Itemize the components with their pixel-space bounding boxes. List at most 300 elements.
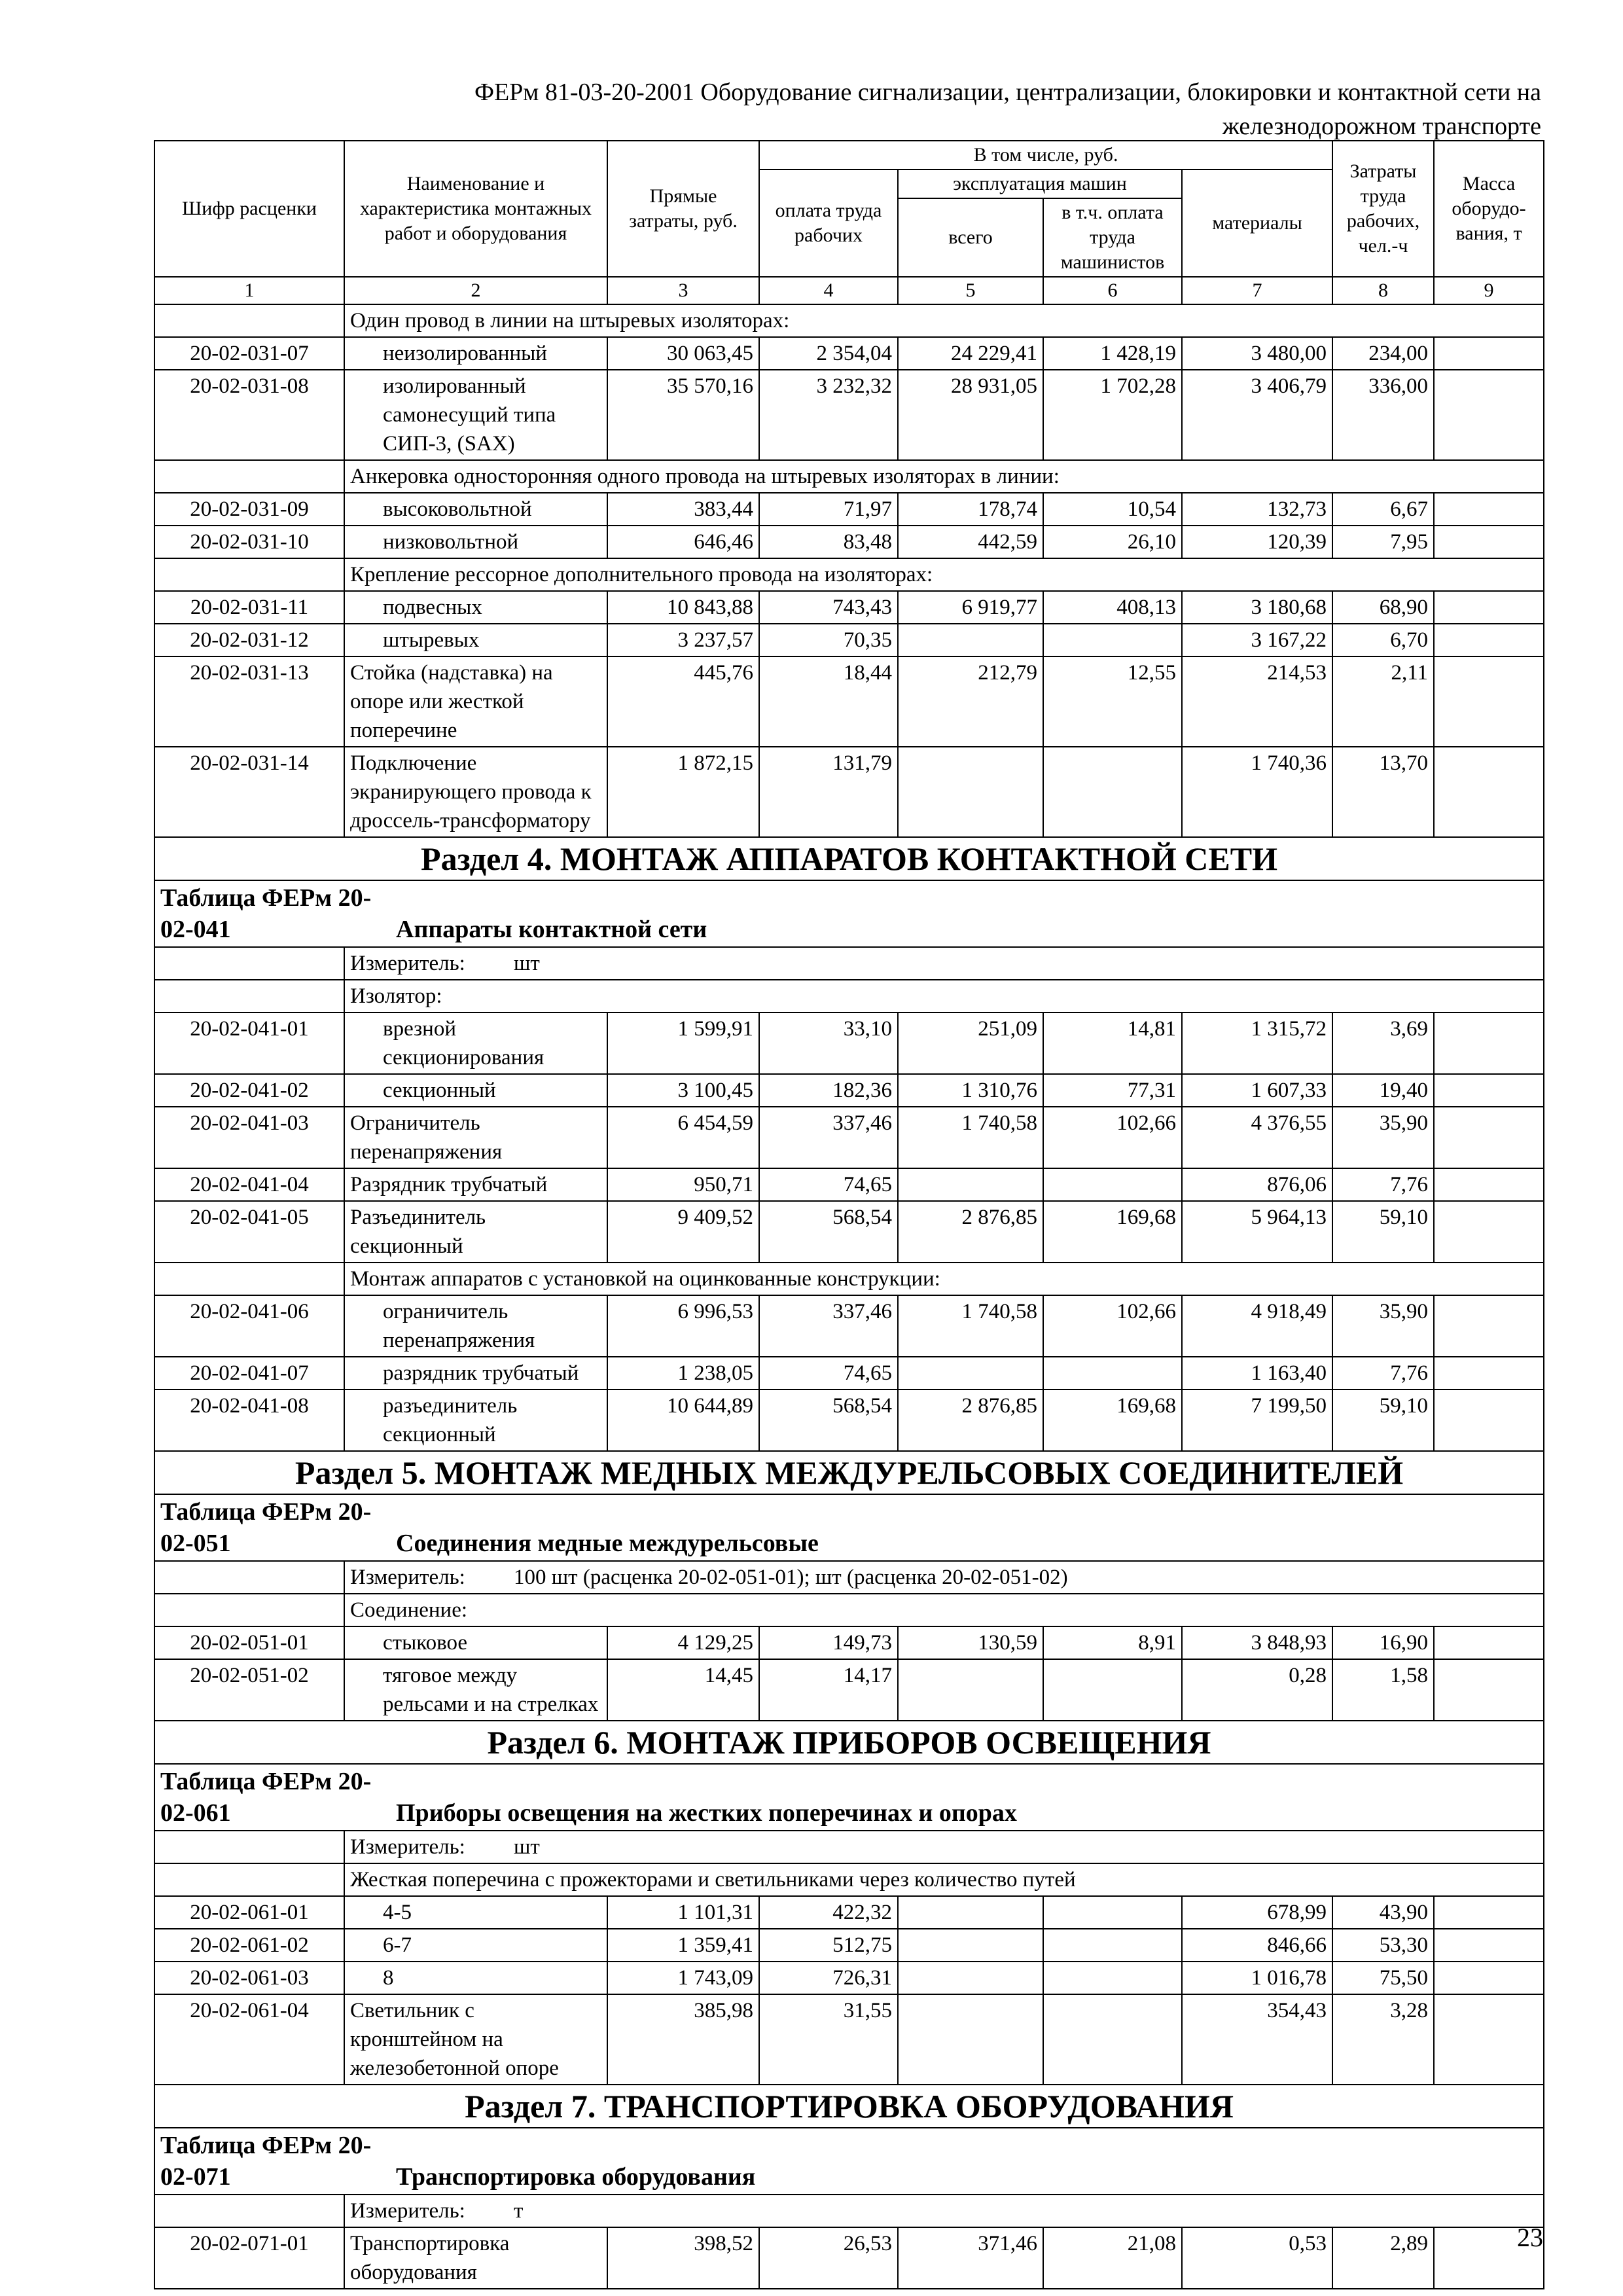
rate-code: 20-02-061-04 xyxy=(154,1994,344,2085)
table-row xyxy=(154,1295,1544,1357)
cost-cell: 336,00 xyxy=(1332,370,1434,460)
table-number: Таблица ФЕРм 20-02-051 xyxy=(160,1498,372,1557)
work-name: неизолированный xyxy=(344,337,607,370)
work-name: Разъединитель секционный xyxy=(344,1201,607,1263)
table-name: Соединения медные междурельсовые xyxy=(396,1530,819,1557)
cost-cell: 0,53 xyxy=(1182,2227,1332,2289)
work-name: Светильник с кронштейном на железобетонной опоре xyxy=(344,1994,607,2085)
group-heading-row xyxy=(154,460,1544,493)
section-heading: Раздел 7. ТРАНСПОРТИРОВКА ОБОРУДОВАНИЯ xyxy=(154,2085,1544,2128)
mass-cell xyxy=(1434,337,1544,370)
mass-cell xyxy=(1434,493,1544,526)
group-heading-row xyxy=(154,1263,1544,1295)
unit-value: т xyxy=(514,2199,524,2223)
table-row xyxy=(154,591,1544,624)
unit-cell xyxy=(344,1561,1544,1594)
section-heading-row xyxy=(154,1451,1544,1494)
cost-cell: 4 129,25 xyxy=(607,1626,759,1659)
col-header-machines-labor: в т.ч. оплата труда машинистов xyxy=(1043,198,1182,277)
cost-cell: 35,90 xyxy=(1332,1295,1434,1357)
mass-cell xyxy=(1434,747,1544,837)
cost-cell: 1,58 xyxy=(1332,1659,1434,1721)
table-row xyxy=(154,1962,1544,1994)
col-num: 7 xyxy=(1182,277,1332,304)
work-name: ограничитель перенапряжения xyxy=(344,1295,607,1357)
table-title-row xyxy=(154,1764,1544,1831)
group-heading: Жесткая поперечина с прожекторами и светильниками через количество путей xyxy=(344,1863,1544,1896)
cost-cell: 71,97 xyxy=(759,493,898,526)
cost-cell: 14,81 xyxy=(1043,1013,1182,1074)
page-number: 23 xyxy=(1517,2223,1543,2252)
cost-cell: 408,13 xyxy=(1043,591,1182,624)
unit-row xyxy=(154,1561,1544,1594)
work-name: Подключение экранирующего провода к дроссель-трансформатору xyxy=(344,747,607,837)
col-header-labor-hours: Затраты труда рабочих, чел.-ч xyxy=(1332,141,1434,277)
cost-cell: 169,68 xyxy=(1043,1390,1182,1451)
table-header xyxy=(154,141,1544,304)
table-row xyxy=(154,656,1544,747)
cost-cell: 512,75 xyxy=(759,1929,898,1962)
table-row xyxy=(154,1357,1544,1390)
cost-cell xyxy=(1043,1962,1182,1994)
cost-cell xyxy=(1043,624,1182,656)
cost-cell xyxy=(1043,1659,1182,1721)
col-header-mass: Масса оборудо-вания, т xyxy=(1434,141,1544,277)
mass-cell xyxy=(1434,526,1544,558)
cost-cell: 1 101,31 xyxy=(607,1896,759,1929)
table-row xyxy=(154,526,1544,558)
work-name: разрядник трубчатый xyxy=(344,1357,607,1390)
col-num: 2 xyxy=(344,277,607,304)
mass-cell xyxy=(1434,1962,1544,1994)
cost-cell: 5 964,13 xyxy=(1182,1201,1332,1263)
work-name: изолированный самонесущий типа СИП-3, (SAX) xyxy=(344,370,607,460)
section-heading-row xyxy=(154,837,1544,880)
empty-cell xyxy=(154,1594,344,1626)
cost-cell: 2,11 xyxy=(1332,656,1434,747)
cost-cell xyxy=(898,1168,1043,1201)
cost-cell xyxy=(898,1994,1043,2085)
section-heading: Раздел 6. МОНТАЖ ПРИБОРОВ ОСВЕЩЕНИЯ xyxy=(154,1721,1544,1764)
cost-cell: 3 232,32 xyxy=(759,370,898,460)
unit-value: 100 шт (расценка 20-02-051-01); шт (расценка 20-02-051-02) xyxy=(514,1566,1068,1589)
cost-cell xyxy=(1043,1929,1182,1962)
group-heading-row xyxy=(154,304,1544,337)
cost-cell: 59,10 xyxy=(1332,1390,1434,1451)
cost-cell: 4 376,55 xyxy=(1182,1107,1332,1168)
section-heading-row xyxy=(154,2085,1544,2128)
cost-cell: 1 163,40 xyxy=(1182,1357,1332,1390)
rate-code: 20-02-031-11 xyxy=(154,591,344,624)
rate-code: 20-02-031-14 xyxy=(154,747,344,837)
cost-cell: 130,59 xyxy=(898,1626,1043,1659)
cost-cell: 6 919,77 xyxy=(898,591,1043,624)
table-row xyxy=(154,2227,1544,2289)
unit-label: Измеритель: xyxy=(350,952,465,975)
work-name: разъединитель секционный xyxy=(344,1390,607,1451)
cost-cell: 43,90 xyxy=(1332,1896,1434,1929)
cost-cell xyxy=(1043,1357,1182,1390)
mass-cell xyxy=(1434,1626,1544,1659)
cost-cell: 1 740,58 xyxy=(898,1107,1043,1168)
cost-cell: 442,59 xyxy=(898,526,1043,558)
group-heading: Изолятор: xyxy=(344,980,1544,1013)
mass-cell xyxy=(1434,656,1544,747)
page-header xyxy=(154,75,1541,143)
cost-cell: 398,52 xyxy=(607,2227,759,2289)
cost-cell: 1 238,05 xyxy=(607,1357,759,1390)
work-name: тяговое между рельсами и на стрелках xyxy=(344,1659,607,1721)
cost-cell: 10,54 xyxy=(1043,493,1182,526)
rate-code: 20-02-031-07 xyxy=(154,337,344,370)
unit-cell xyxy=(344,2195,1544,2227)
cost-cell xyxy=(898,1929,1043,1962)
table-name: Аппараты контактной сети xyxy=(396,916,707,943)
cost-cell: 3 180,68 xyxy=(1182,591,1332,624)
rate-code: 20-02-041-02 xyxy=(154,1074,344,1107)
table-title-row xyxy=(154,2128,1544,2195)
mass-cell xyxy=(1434,1107,1544,1168)
cost-cell: 83,48 xyxy=(759,526,898,558)
cost-cell: 14,17 xyxy=(759,1659,898,1721)
cost-cell: 234,00 xyxy=(1332,337,1434,370)
cost-cell: 68,90 xyxy=(1332,591,1434,624)
cost-cell: 28 931,05 xyxy=(898,370,1043,460)
cost-cell: 371,46 xyxy=(898,2227,1043,2289)
cost-cell: 2,89 xyxy=(1332,2227,1434,2289)
work-name: 6-7 xyxy=(344,1929,607,1962)
col-num: 5 xyxy=(898,277,1043,304)
cost-cell xyxy=(1043,1994,1182,2085)
cost-cell: 1 702,28 xyxy=(1043,370,1182,460)
cost-cell: 6 454,59 xyxy=(607,1107,759,1168)
cost-cell: 743,43 xyxy=(759,591,898,624)
rate-code: 20-02-051-01 xyxy=(154,1626,344,1659)
cost-cell: 3,28 xyxy=(1332,1994,1434,2085)
work-name: штыревых xyxy=(344,624,607,656)
cost-cell: 7,76 xyxy=(1332,1357,1434,1390)
cost-cell: 337,46 xyxy=(759,1107,898,1168)
cost-cell: 30 063,45 xyxy=(607,337,759,370)
cost-cell: 53,30 xyxy=(1332,1929,1434,1962)
work-name: 4-5 xyxy=(344,1896,607,1929)
cost-cell: 70,35 xyxy=(759,624,898,656)
rate-code: 20-02-071-01 xyxy=(154,2227,344,2289)
section-heading-row xyxy=(154,1721,1544,1764)
cost-cell: 178,74 xyxy=(898,493,1043,526)
work-name: Стойка (надставка) на опоре или жесткой поперечине xyxy=(344,656,607,747)
work-name: стыковое xyxy=(344,1626,607,1659)
cost-cell: 33,10 xyxy=(759,1013,898,1074)
table-row xyxy=(154,1107,1544,1168)
table-row xyxy=(154,1168,1544,1201)
mass-cell xyxy=(1434,1201,1544,1263)
cost-cell: 6,67 xyxy=(1332,493,1434,526)
section-heading: Раздел 5. МОНТАЖ МЕДНЫХ МЕЖДУРЕЛЬСОВЫХ СОЕДИНИТЕЛЕЙ xyxy=(154,1451,1544,1494)
cost-cell: 9 409,52 xyxy=(607,1201,759,1263)
table-row xyxy=(154,1626,1544,1659)
cost-cell: 646,46 xyxy=(607,526,759,558)
rate-code: 20-02-041-01 xyxy=(154,1013,344,1074)
table-row xyxy=(154,1074,1544,1107)
rate-code: 20-02-061-03 xyxy=(154,1962,344,1994)
rates-table xyxy=(154,140,1544,2289)
table-body xyxy=(154,304,1544,2289)
work-name: низковольтной xyxy=(344,526,607,558)
cost-cell: 568,54 xyxy=(759,1390,898,1451)
cost-cell: 169,68 xyxy=(1043,1201,1182,1263)
empty-cell xyxy=(154,980,344,1013)
cost-cell: 2 876,85 xyxy=(898,1390,1043,1451)
cost-cell: 10 843,88 xyxy=(607,591,759,624)
cost-cell: 59,10 xyxy=(1332,1201,1434,1263)
col-header-machines-all: всего xyxy=(898,198,1043,277)
cost-cell xyxy=(898,1357,1043,1390)
cost-cell: 24 229,41 xyxy=(898,337,1043,370)
rate-code: 20-02-041-06 xyxy=(154,1295,344,1357)
table-title-row xyxy=(154,1494,1544,1561)
rate-code: 20-02-061-02 xyxy=(154,1929,344,1962)
rate-code: 20-02-041-07 xyxy=(154,1357,344,1390)
empty-cell xyxy=(154,2195,344,2227)
cost-cell: 10 644,89 xyxy=(607,1390,759,1451)
cost-cell: 3 406,79 xyxy=(1182,370,1332,460)
rate-code: 20-02-041-05 xyxy=(154,1201,344,1263)
cost-cell: 1 315,72 xyxy=(1182,1013,1332,1074)
mass-cell xyxy=(1434,1994,1544,2085)
cost-cell: 4 918,49 xyxy=(1182,1295,1332,1357)
cost-cell: 75,50 xyxy=(1332,1962,1434,1994)
unit-row xyxy=(154,2195,1544,2227)
table-row xyxy=(154,624,1544,656)
col-num: 6 xyxy=(1043,277,1182,304)
cost-cell: 2 354,04 xyxy=(759,337,898,370)
group-heading: Анкеровка односторонняя одного провода на штыревых изоляторах в линии: xyxy=(344,460,1544,493)
mass-cell xyxy=(1434,624,1544,656)
table-title-row xyxy=(154,880,1544,947)
cost-cell: 26,53 xyxy=(759,2227,898,2289)
header-line-2: железнодорожном транспорте xyxy=(1222,113,1541,140)
table-row xyxy=(154,1659,1544,1721)
cost-cell: 354,43 xyxy=(1182,1994,1332,2085)
cost-cell: 35,90 xyxy=(1332,1107,1434,1168)
mass-cell xyxy=(1434,1168,1544,1201)
cost-cell: 31,55 xyxy=(759,1994,898,2085)
cost-cell xyxy=(898,624,1043,656)
cost-cell: 6 996,53 xyxy=(607,1295,759,1357)
table-row xyxy=(154,1929,1544,1962)
table-row xyxy=(154,493,1544,526)
cost-cell: 77,31 xyxy=(1043,1074,1182,1107)
rate-code: 20-02-031-13 xyxy=(154,656,344,747)
cost-cell: 13,70 xyxy=(1332,747,1434,837)
cost-cell xyxy=(1043,1896,1182,1929)
cost-cell: 846,66 xyxy=(1182,1929,1332,1962)
cost-cell: 6,70 xyxy=(1332,624,1434,656)
cost-cell: 21,08 xyxy=(1043,2227,1182,2289)
cost-cell xyxy=(898,1659,1043,1721)
empty-cell xyxy=(154,1263,344,1295)
cost-cell: 8,91 xyxy=(1043,1626,1182,1659)
table-row xyxy=(154,1390,1544,1451)
table-title xyxy=(154,2128,1544,2195)
cost-cell xyxy=(898,1896,1043,1929)
cost-cell: 7,76 xyxy=(1332,1168,1434,1201)
col-num: 3 xyxy=(607,277,759,304)
group-heading: Крепление рессорное дополнительного провода на изоляторах: xyxy=(344,558,1544,591)
work-name: высоковольтной xyxy=(344,493,607,526)
unit-row xyxy=(154,947,1544,980)
mass-cell xyxy=(1434,1659,1544,1721)
table-title xyxy=(154,1764,1544,1831)
work-name: 8 xyxy=(344,1962,607,1994)
rate-code: 20-02-031-12 xyxy=(154,624,344,656)
table-number: Таблица ФЕРм 20-02-071 xyxy=(160,2132,372,2191)
cost-cell: 876,06 xyxy=(1182,1168,1332,1201)
unit-value: шт xyxy=(514,1835,540,1859)
cost-cell: 1 310,76 xyxy=(898,1074,1043,1107)
cost-cell: 74,65 xyxy=(759,1357,898,1390)
empty-cell xyxy=(154,947,344,980)
cost-cell: 3 100,45 xyxy=(607,1074,759,1107)
group-heading: Один провод в линии на штыревых изоляторах: xyxy=(344,304,1544,337)
table-row xyxy=(154,337,1544,370)
cost-cell: 950,71 xyxy=(607,1168,759,1201)
empty-cell xyxy=(154,304,344,337)
col-header-direct: Прямые затраты, руб. xyxy=(607,141,759,277)
table-row xyxy=(154,747,1544,837)
cost-cell: 7 199,50 xyxy=(1182,1390,1332,1451)
mass-cell xyxy=(1434,1896,1544,1929)
group-heading-row xyxy=(154,558,1544,591)
col-header-code: Шифр расценки xyxy=(154,141,344,277)
cost-cell: 3 848,93 xyxy=(1182,1626,1332,1659)
cost-cell: 678,99 xyxy=(1182,1896,1332,1929)
cost-cell: 3 167,22 xyxy=(1182,624,1332,656)
table-name: Приборы освещения на жестких поперечинах и опорах xyxy=(396,1799,1017,1827)
cost-cell: 16,90 xyxy=(1332,1626,1434,1659)
unit-row xyxy=(154,1831,1544,1863)
cost-cell: 12,55 xyxy=(1043,656,1182,747)
mass-cell xyxy=(1434,1074,1544,1107)
table-row xyxy=(154,370,1544,460)
cost-cell: 131,79 xyxy=(759,747,898,837)
rate-code: 20-02-031-09 xyxy=(154,493,344,526)
col-header-labor: оплата труда рабочих xyxy=(759,170,898,277)
cost-cell: 726,31 xyxy=(759,1962,898,1994)
cost-cell: 3 480,00 xyxy=(1182,337,1332,370)
rate-code: 20-02-031-10 xyxy=(154,526,344,558)
cost-cell: 422,32 xyxy=(759,1896,898,1929)
mass-cell xyxy=(1434,1929,1544,1962)
cost-cell xyxy=(1043,747,1182,837)
cost-cell: 19,40 xyxy=(1332,1074,1434,1107)
rate-code: 20-02-051-02 xyxy=(154,1659,344,1721)
cost-cell: 568,54 xyxy=(759,1201,898,1263)
cost-cell xyxy=(898,1962,1043,1994)
rate-code: 20-02-031-08 xyxy=(154,370,344,460)
group-heading-row xyxy=(154,980,1544,1013)
cost-cell: 102,66 xyxy=(1043,1107,1182,1168)
col-num: 4 xyxy=(759,277,898,304)
rate-code: 20-02-041-08 xyxy=(154,1390,344,1451)
cost-cell: 102,66 xyxy=(1043,1295,1182,1357)
cost-cell xyxy=(1043,1168,1182,1201)
unit-cell xyxy=(344,1831,1544,1863)
empty-cell xyxy=(154,460,344,493)
cost-cell: 1 359,41 xyxy=(607,1929,759,1962)
work-name: Ограничитель перенапряжения xyxy=(344,1107,607,1168)
col-num: 8 xyxy=(1332,277,1434,304)
table-row xyxy=(154,1994,1544,2085)
cost-cell: 1 740,58 xyxy=(898,1295,1043,1357)
unit-cell xyxy=(344,947,1544,980)
table-row xyxy=(154,1013,1544,1074)
table-row xyxy=(154,1201,1544,1263)
empty-cell xyxy=(154,1863,344,1896)
col-header-machines: эксплуатация машин xyxy=(898,170,1182,198)
cost-cell: 214,53 xyxy=(1182,656,1332,747)
cost-cell: 149,73 xyxy=(759,1626,898,1659)
rate-code: 20-02-041-04 xyxy=(154,1168,344,1201)
cost-cell: 251,09 xyxy=(898,1013,1043,1074)
table-title xyxy=(154,1494,1544,1561)
cost-cell: 3,69 xyxy=(1332,1013,1434,1074)
empty-cell xyxy=(154,558,344,591)
group-heading: Монтаж аппаратов с установкой на оцинкованные конструкции: xyxy=(344,1263,1544,1295)
cost-cell: 1 016,78 xyxy=(1182,1962,1332,1994)
rate-code: 20-02-041-03 xyxy=(154,1107,344,1168)
mass-cell xyxy=(1434,1295,1544,1357)
cost-cell: 3 237,57 xyxy=(607,624,759,656)
mass-cell xyxy=(1434,1390,1544,1451)
rate-code: 20-02-061-01 xyxy=(154,1896,344,1929)
table-row xyxy=(154,1896,1544,1929)
col-header-incl: В том числе, руб. xyxy=(759,141,1332,170)
header-line-1: ФЕРм 81-03-20-2001 Оборудование сигнализации, централизации, блокировки и контактной сети на xyxy=(474,79,1541,106)
cost-cell: 2 876,85 xyxy=(898,1201,1043,1263)
col-header-materials: материалы xyxy=(1182,170,1332,277)
unit-value: шт xyxy=(514,952,540,975)
col-header-name: Наименование и характеристика монтажных работ и оборудования xyxy=(344,141,607,277)
work-name: врезной секционирования xyxy=(344,1013,607,1074)
mass-cell xyxy=(1434,1357,1544,1390)
cost-cell: 7,95 xyxy=(1332,526,1434,558)
table-number: Таблица ФЕРм 20-02-041 xyxy=(160,884,372,943)
empty-cell xyxy=(154,1561,344,1594)
group-heading-row xyxy=(154,1863,1544,1896)
cost-cell: 182,36 xyxy=(759,1074,898,1107)
cost-cell: 0,28 xyxy=(1182,1659,1332,1721)
cost-cell: 120,39 xyxy=(1182,526,1332,558)
cost-cell: 1 740,36 xyxy=(1182,747,1332,837)
cost-cell: 18,44 xyxy=(759,656,898,747)
work-name: Разрядник трубчатый xyxy=(344,1168,607,1201)
unit-label: Измеритель: xyxy=(350,2199,465,2223)
cost-cell: 337,46 xyxy=(759,1295,898,1357)
work-name: секционный xyxy=(344,1074,607,1107)
unit-label: Измеритель: xyxy=(350,1835,465,1859)
cost-cell: 1 428,19 xyxy=(1043,337,1182,370)
cost-cell: 1 607,33 xyxy=(1182,1074,1332,1107)
group-heading: Соединение: xyxy=(344,1594,1544,1626)
column-numbers-row xyxy=(154,277,1544,304)
cost-cell: 1 599,91 xyxy=(607,1013,759,1074)
work-name: подвесных xyxy=(344,591,607,624)
section-heading: Раздел 4. МОНТАЖ АППАРАТОВ КОНТАКТНОЙ СЕТИ xyxy=(154,837,1544,880)
cost-cell: 14,45 xyxy=(607,1659,759,1721)
cost-cell: 1 743,09 xyxy=(607,1962,759,1994)
